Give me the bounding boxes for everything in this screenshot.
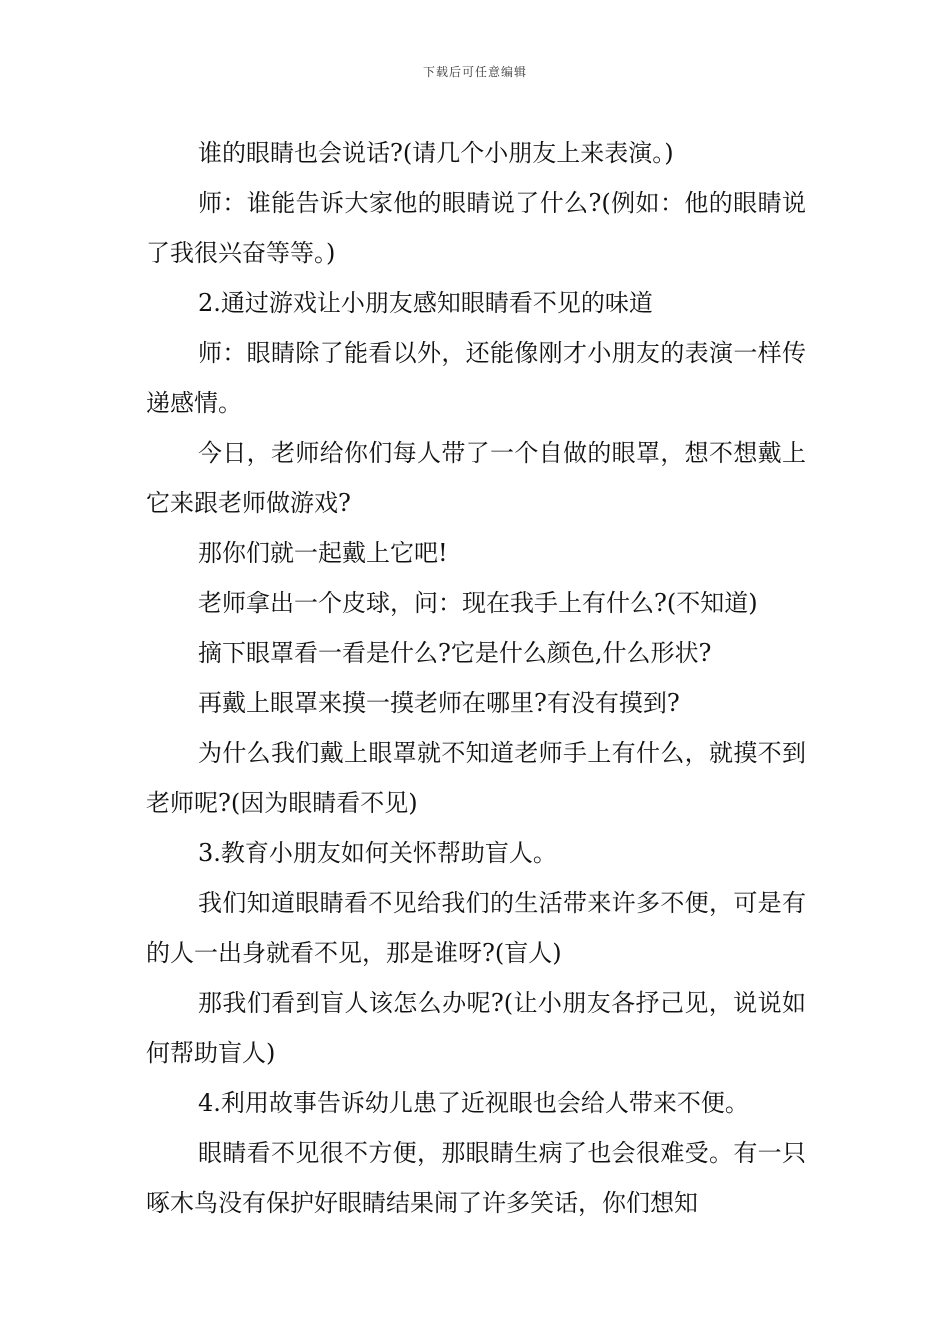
paragraph: 再戴上眼罩来摸一摸老师在哪里?有没有摸到? (198, 689, 680, 717)
paragraph: 我们知道眼睛看不见给我们的生活带来许多不便，可是有的人一出身就看不见，那是谁呀?(盲人) (146, 889, 806, 967)
paragraph: 师：眼睛除了能看以外，还能像刚才小朋友的表演一样传递感情。 (146, 339, 806, 417)
paragraph: 老师拿出一个皮球，问：现在我手上有什么?(不知道) (198, 589, 758, 617)
paragraph: 4.利用故事告诉幼儿患了近视眼也会给人带来不便。 (198, 1089, 749, 1117)
paragraph: 摘下眼罩看一看是什么?它是什么颜色,什么形状? (198, 639, 712, 667)
paragraph: 2.通过游戏让小朋友感知眼睛看不见的味道 (198, 289, 653, 317)
paragraph: 那我们看到盲人该怎么办呢?(让小朋友各抒己见，说说如何帮助盲人) (146, 989, 806, 1067)
document-body (146, 128, 806, 1228)
paragraph: 眼睛看不见很不方便，那眼睛生病了也会很难受。有一只啄木鸟没有保护好眼睛结果闹了许多笑话，你们想知 (146, 1139, 806, 1217)
paragraph: 师：谁能告诉大家他的眼睛说了什么?(例如：他的眼睛说了我很兴奋等等。) (146, 189, 806, 267)
paragraph: 今日，老师给你们每人带了一个自做的眼罩，想不想戴上它来跟老师做游戏? (146, 439, 806, 517)
paragraph: 为什么我们戴上眼罩就不知道老师手上有什么，就摸不到老师呢?(因为眼睛看不见) (146, 739, 806, 817)
paragraph: 3.教育小朋友如何关怀帮助盲人。 (198, 839, 557, 867)
paragraph: 谁的眼睛也会说话?(请几个小朋友上来表演。) (198, 139, 674, 167)
page-header-note: 下载后可任意编辑 (422, 65, 527, 79)
paragraph: 那你们就一起戴上它吧! (198, 539, 448, 567)
